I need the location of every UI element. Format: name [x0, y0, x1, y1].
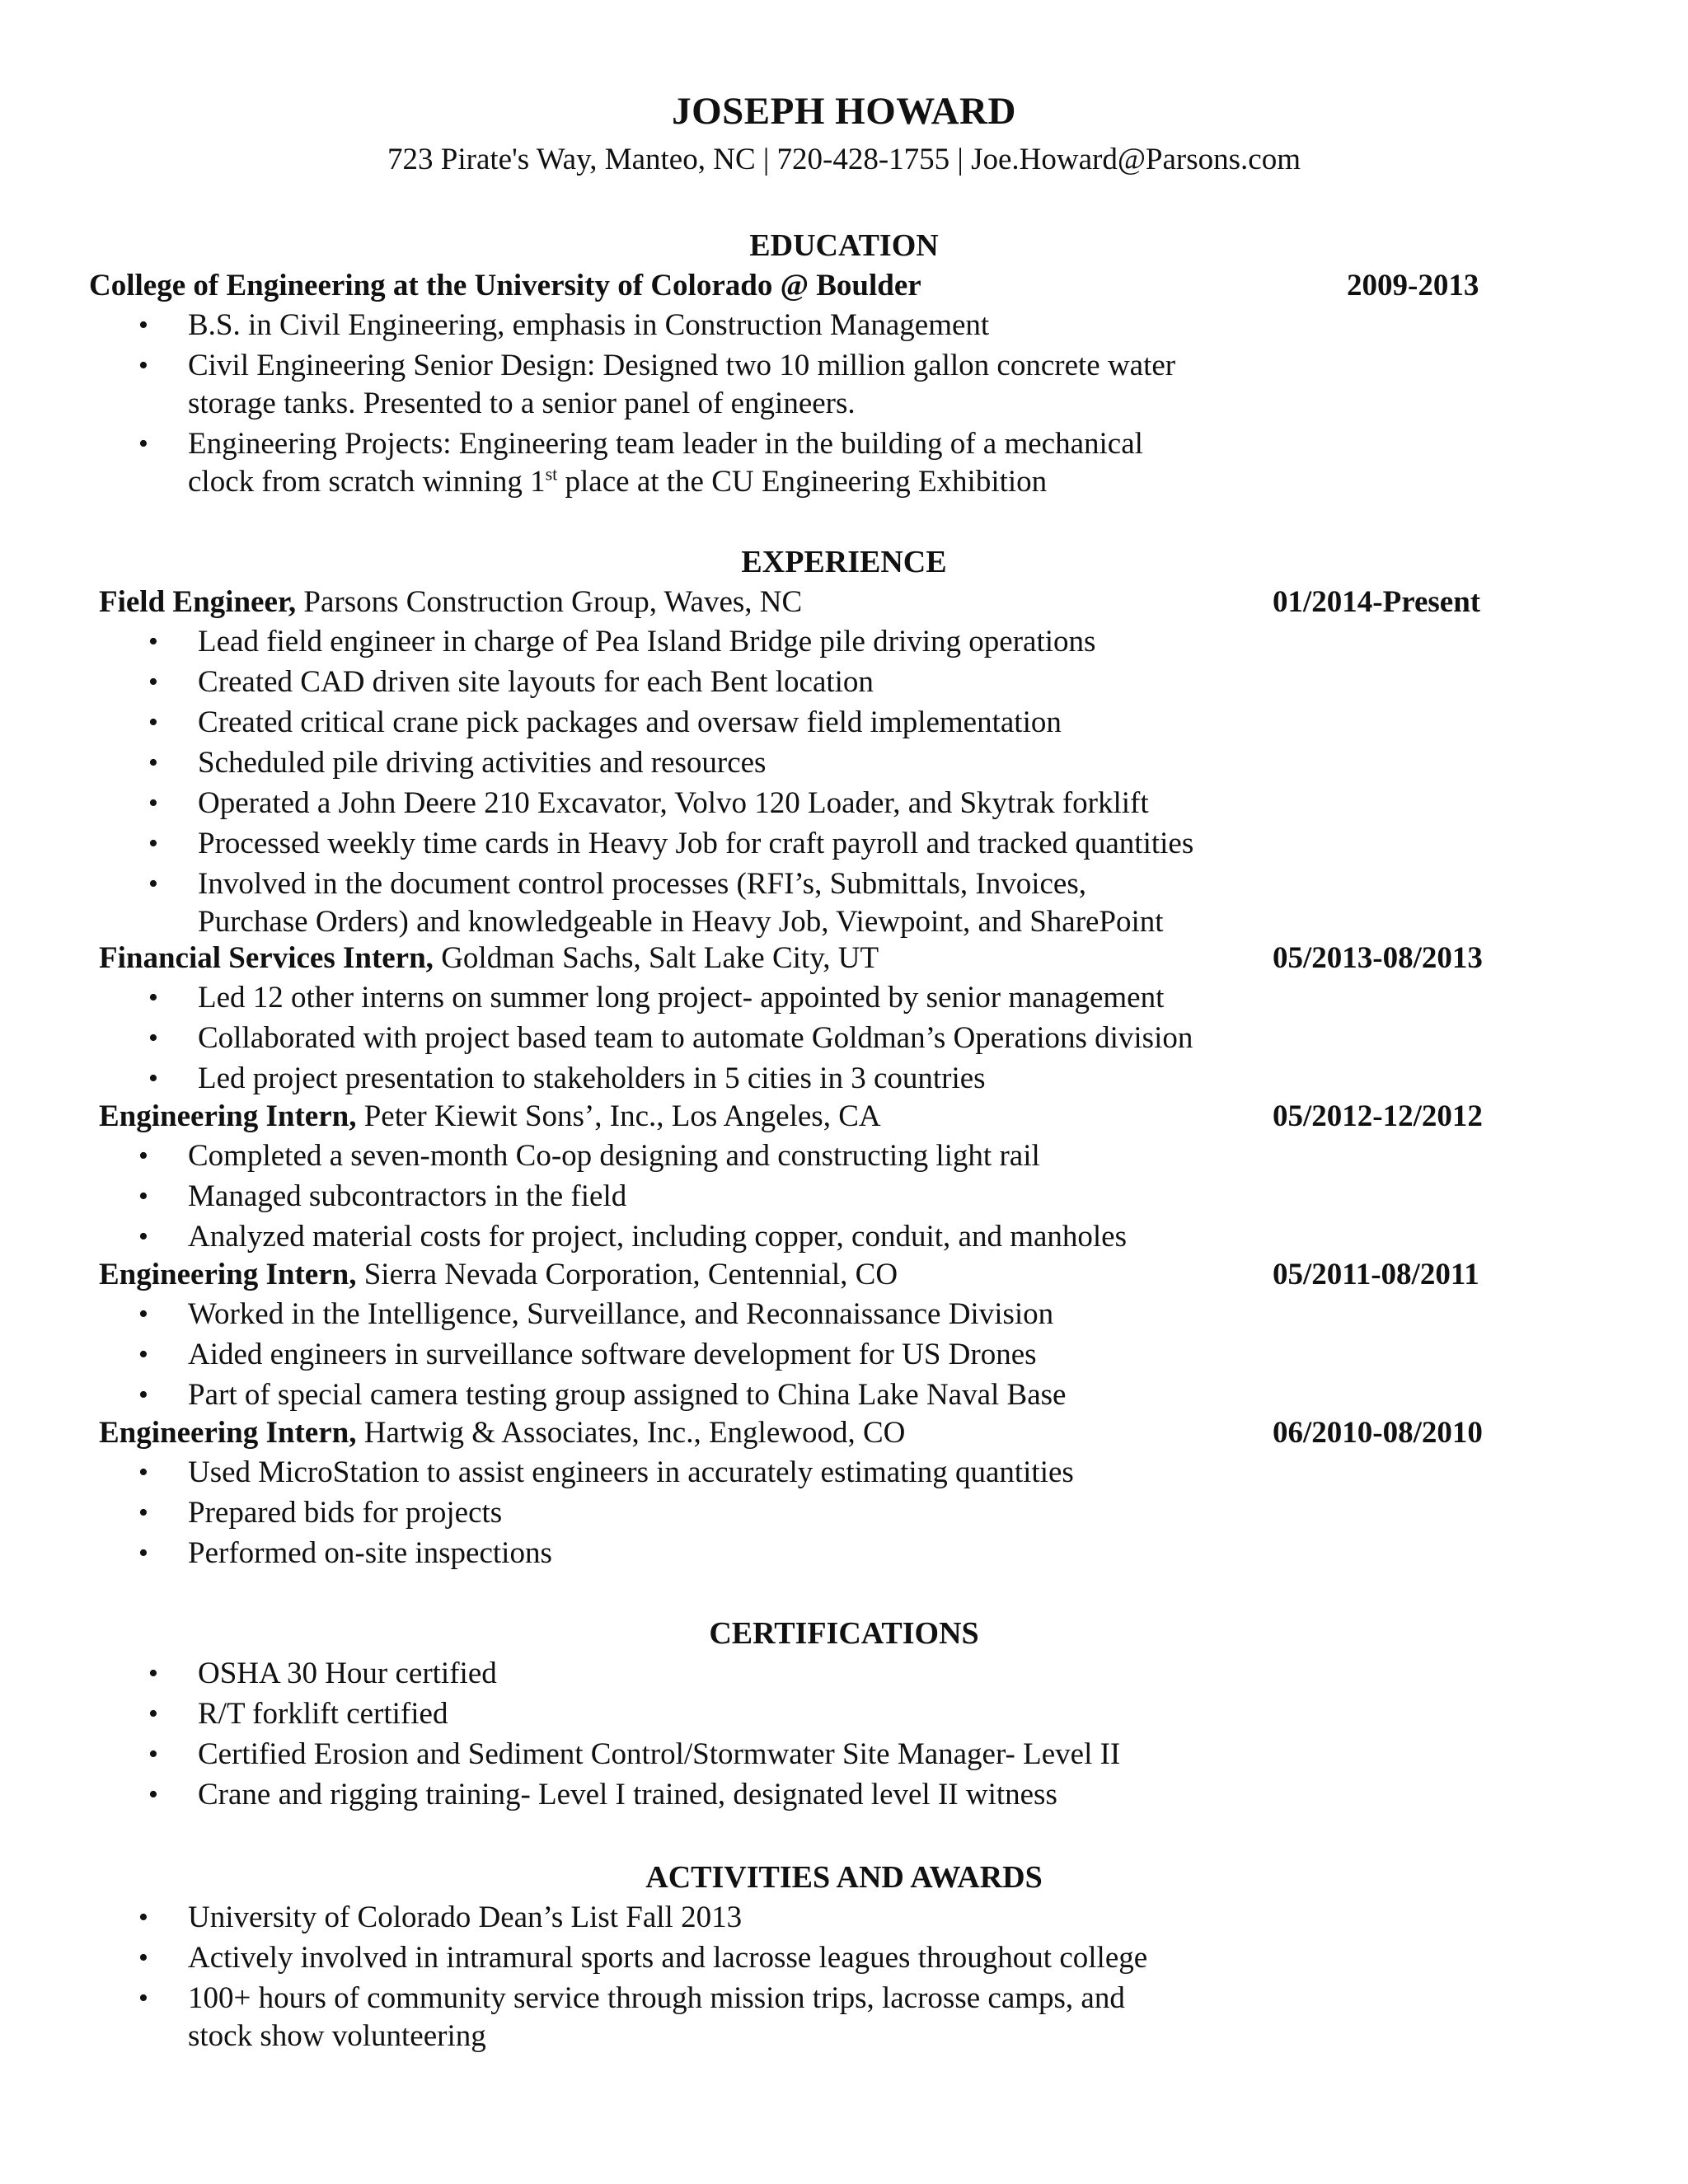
- activities-bullets: [188, 1899, 1147, 2058]
- list-item: • Aided engineers in surveillance software development for US Drones: [188, 1336, 1066, 1374]
- job-org: Goldman Sachs, Salt Lake City, UT: [433, 941, 879, 975]
- list-item: • Actively involved in intramural sports and lacrosse leagues throughout college: [188, 1939, 1147, 1977]
- list-item: • Led 12 other interns on summer long project- appointed by senior management: [198, 979, 1193, 1017]
- job-org: Peter Kiewit Sons’, Inc., Los Angeles, CA: [356, 1099, 881, 1133]
- list-item: • Completed a seven-month Co-op designing and constructing light rail: [188, 1137, 1127, 1175]
- job-bullets: [198, 623, 1193, 944]
- job-dates: 05/2012-12/2012: [1273, 1099, 1483, 1133]
- list-item: • Used MicroStation to assist engineers in accurately estimating quantities: [188, 1454, 1074, 1492]
- job-bullets: [188, 1296, 1066, 1417]
- list-item: • Analyzed material costs for project, including copper, conduit, and manholes: [188, 1218, 1127, 1256]
- job-title: Financial Services Intern,: [99, 941, 434, 975]
- job-dates: 06/2010-08/2010: [1273, 1416, 1483, 1450]
- list-item: • Processed weekly time cards in Heavy Job for craft payroll and tracked quantities: [198, 825, 1193, 863]
- certifications-bullets: [198, 1655, 1120, 1816]
- job-org: Hartwig & Associates, Inc., Englewood, CO: [356, 1416, 906, 1450]
- list-item: • OSHA 30 Hour certified: [198, 1655, 1120, 1693]
- list-item: • Performed on-site inspections: [188, 1535, 1074, 1572]
- list-item: • Created critical crane pick packages and oversaw field implementation: [198, 704, 1193, 742]
- list-item: • University of Colorado Dean’s List Fall 2013: [188, 1899, 1147, 1937]
- list-item: • Part of special camera testing group assigned to China Lake Naval Base: [188, 1376, 1066, 1414]
- education-dates: 2009-2013: [1347, 269, 1479, 302]
- list-item: • Worked in the Intelligence, Surveillance, and Reconnaissance Division: [188, 1296, 1066, 1333]
- education-heading: EDUCATION: [749, 228, 939, 263]
- list-item: • Lead field engineer in charge of Pea Island Bridge pile driving operations: [198, 623, 1193, 661]
- contact-line: 723 Pirate's Way, Manteo, NC | 720-428-1755 | Joe.Howard@Parsons.com: [387, 143, 1301, 176]
- job-dates: 05/2013-08/2013: [1273, 941, 1483, 975]
- job-dates: 01/2014-Present: [1273, 585, 1481, 619]
- list-item: • Operated a John Deere 210 Excavator, Volvo 120 Loader, and Skytrak forklift: [198, 785, 1193, 823]
- list-item: • Civil Engineering Senior Design: Designed two 10 million gallon concrete water storage tanks. Presented to a senior panel of engineers.: [188, 347, 1175, 423]
- job-bullets: [188, 1137, 1127, 1258]
- list-item: • Certified Erosion and Sediment Control/Stormwater Site Manager- Level II: [198, 1736, 1120, 1774]
- job-bullets: [188, 1454, 1074, 1575]
- list-item: • Prepared bids for projects: [188, 1494, 1074, 1532]
- job-entry: [99, 1256, 898, 1294]
- job-title: Field Engineer,: [99, 585, 297, 619]
- job-title: Engineering Intern,: [99, 1099, 357, 1133]
- list-item: • Collaborated with project based team to automate Goldman’s Operations division: [198, 1019, 1193, 1057]
- list-item: • Engineering Projects: Engineering team leader in the building of a mechanical clock from scratch winning 1st place at the CU Engineering Exhibition: [188, 425, 1175, 501]
- education-school: [89, 267, 921, 305]
- list-item: • Crane and rigging training- Level I trained, designated level II witness: [198, 1776, 1120, 1814]
- job-entry: [99, 1414, 905, 1452]
- resume-name: JOSEPH HOWARD: [672, 90, 1016, 133]
- list-item: • Managed subcontractors in the field: [188, 1178, 1127, 1216]
- list-item: • Created CAD driven site layouts for each Bent location: [198, 663, 1193, 701]
- list-item: • Scheduled pile driving activities and resources: [198, 744, 1193, 782]
- job-title: Engineering Intern,: [99, 1258, 357, 1291]
- job-entry: [99, 940, 879, 977]
- activities-heading: ACTIVITIES AND AWARDS: [645, 1860, 1043, 1895]
- job-org: Sierra Nevada Corporation, Centennial, CO: [356, 1258, 898, 1291]
- list-item: • Involved in the document control processes (RFI’s, Submittals, Invoices, Purchase Orders) and knowledgeable in Heavy Job, Viewpoint, and SharePoint: [198, 865, 1193, 941]
- job-bullets: [198, 979, 1193, 1100]
- job-entry: [99, 583, 802, 621]
- list-item: • R/T forklift certified: [198, 1695, 1120, 1733]
- education-bullets: [188, 307, 1175, 504]
- list-item: • 100+ hours of community service through mission trips, lacrosse camps, and stock show volunteering: [188, 1980, 1147, 2055]
- job-entry: [99, 1098, 881, 1136]
- job-dates: 05/2011-08/2011: [1273, 1258, 1479, 1291]
- list-item: • B.S. in Civil Engineering, emphasis in Construction Management: [188, 307, 1175, 344]
- job-org: Parsons Construction Group, Waves, NC: [296, 585, 803, 619]
- school-name: College of Engineering at the University of Colorado @ Boulder: [89, 269, 921, 302]
- list-item: • Led project presentation to stakeholders in 5 cities in 3 countries: [198, 1060, 1193, 1098]
- experience-heading: EXPERIENCE: [741, 545, 947, 579]
- job-title: Engineering Intern,: [99, 1416, 357, 1450]
- certifications-heading: CERTIFICATIONS: [709, 1616, 979, 1651]
